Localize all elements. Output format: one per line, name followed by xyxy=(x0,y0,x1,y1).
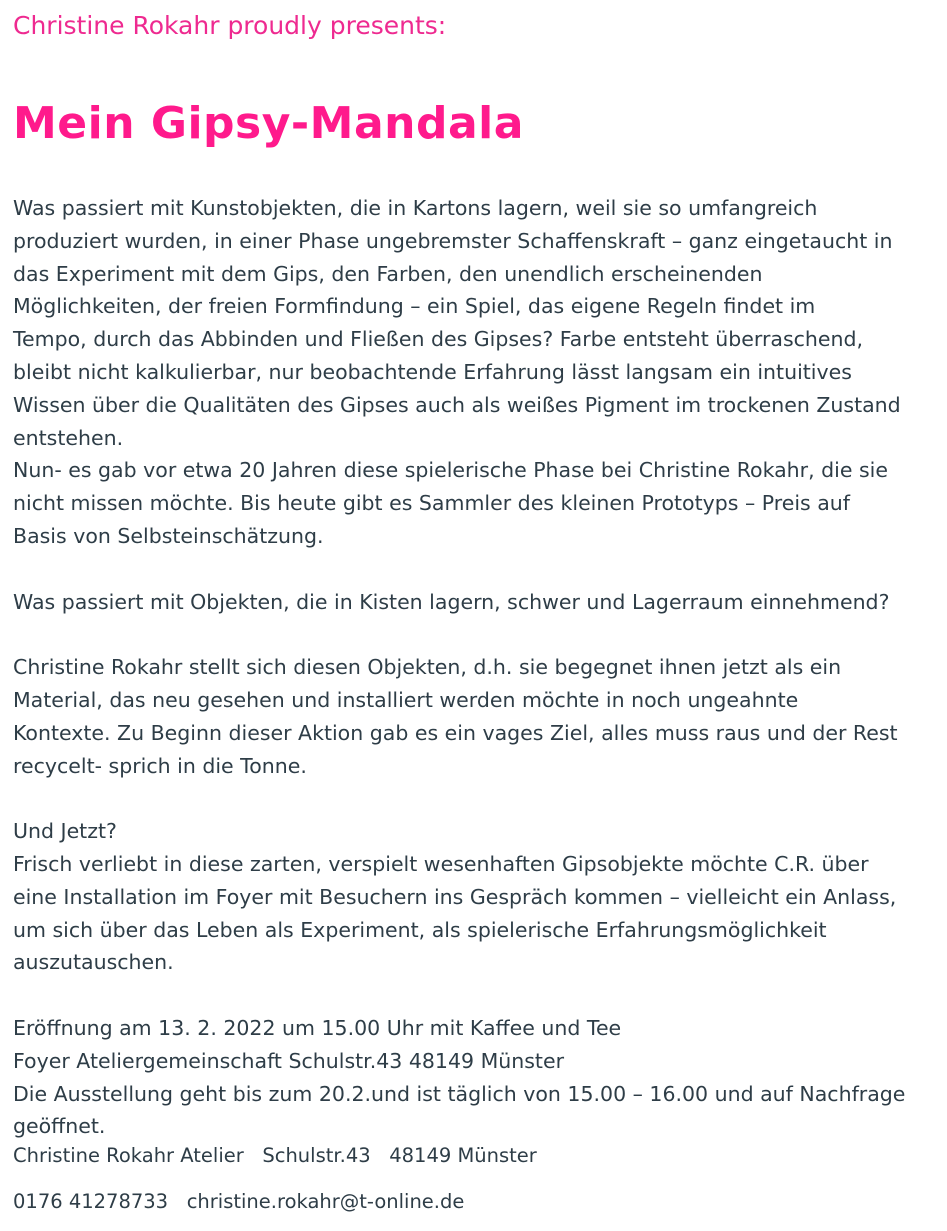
page-title: Mein Gipsy-Mandala xyxy=(13,98,524,149)
paragraph-description: Was passiert mit Kunstobjekten, die in Kartons lagern, weil sie so umfangreich produziert wurden, in einer Phase ungebremster Schaffenskraft – ganz eingetaucht in das Experiment mit dem Gips, den Farben, den unendlich erscheinenden Möglichkeiten, der freien Formfindung – ein Spiel, das eigene Regeln findet im Tempo, durch das Abbinden und Fließen des Gipses? Farbe entsteht überraschend, bleibt nicht kalkulierbar, nur beobachtende Erfahrung lässt langsam ein intuitives Wissen über die Qualitäten des Gipses auch als weißes Pigment im trockenen Zustand entstehen. Nun- es gab vor etwa 20 Jahren diese spielerische Phase bei Christine Rokahr, die sie nicht missen möchte. Bis heute gibt es Sammler des kleinen Prototyps – Preis auf Basis von Selbsteinschätzung. xyxy=(13,196,901,548)
atelier-address: Christine Rokahr Atelier Schulstr.43 48149 Münster xyxy=(13,1144,537,1167)
paragraph-gap xyxy=(13,618,938,651)
intro-line: Christine Rokahr proudly presents: xyxy=(13,11,447,40)
paragraph-event-details: Eröffnung am 13. 2. 2022 um 15.00 Uhr mit Kaffee und Tee Foyer Ateliergemeinschaft Schulstr.43 48149 Münster Die Ausstellung geht bis zum 20.2.und ist täglich von 15.00 – 16.00 und auf Nachfrage geöffnet. xyxy=(13,1015,906,1139)
paragraph-confrontation: Christine Rokahr stellt sich diesen Objekten, d.h. sie begegnet ihnen jetzt als ein Material, das neu gesehen und installiert werden möchte in noch ungeahnte Kontexte. Zu Beginn dieser Aktion gab es ein vages Ziel, alles muss raus und der Rest recycelt- sprich in die Tonne. xyxy=(13,655,898,778)
paragraph-gap xyxy=(13,979,938,1012)
contact-line xyxy=(13,1187,464,1217)
paragraph-gap xyxy=(13,782,938,815)
phone-number: 0176 41278733 xyxy=(13,1190,169,1213)
paragraph-now: Und Jetzt? Frisch verliebt in diese zarten, verspielt wesenhaften Gipsobjekte möchte C.R. über eine Installation im Foyer mit Besuchern ins Gespräch kommen – vielleicht ein Anlass, um sich über das Leben als Experiment, als spielerische Erfahrungsmöglichkeit auszutauschen. xyxy=(13,819,897,975)
paragraph-gap xyxy=(13,553,938,586)
body-text xyxy=(13,192,938,1143)
email-address[interactable]: christine.rokahr@t-online.de xyxy=(186,1190,465,1213)
paragraph-question: Was passiert mit Objekten, die in Kisten lagern, schwer und Lagerraum einnehmend? xyxy=(13,589,890,614)
